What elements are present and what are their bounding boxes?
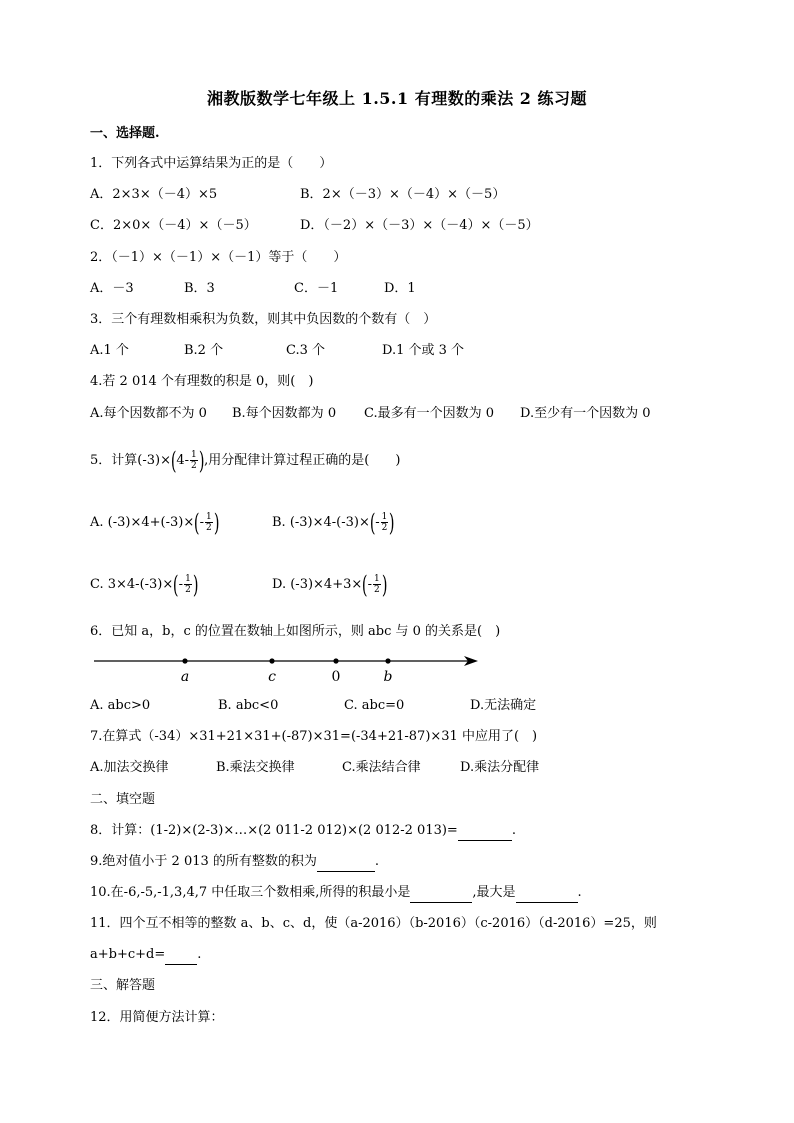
q2-option-c: C．－1: [294, 281, 339, 296]
q9-stem: 9.绝对值小于 2 013 的所有整数的积为 .: [90, 852, 379, 872]
q11-stem: 11．四个互不相等的整数 a、b、c、d，使（a-2016）（b-2016）（c-2016）（d-2016）=25，则: [90, 916, 657, 931]
q1-option-b: B．2×（－3）×（－4）×（－5）: [300, 187, 506, 202]
label-a: a: [180, 669, 190, 685]
section-fill-heading: 二、填空题: [90, 792, 156, 807]
q11-answer-line: a+b+c+d= .: [90, 945, 201, 965]
section-solve-heading: 三、解答题: [90, 978, 156, 993]
q11-answer-blank[interactable]: [165, 950, 197, 965]
q7-option-a: A.加法交换律: [90, 760, 169, 775]
label-c: c: [268, 669, 276, 685]
point-a: [182, 658, 187, 663]
q6-option-a: A. abc>0: [90, 698, 151, 713]
q5-option-d: D. (-3)×4+3×(- $\frac{1}{2}$ ): [272, 570, 388, 599]
q3-stem: 3．三个有理数相乘积为负数，则其中负因数的个数有（ ）: [90, 312, 437, 327]
q1-option-d: D．（－2）×（－3）×（－4）×（－5）: [300, 218, 539, 233]
q8-stem: 8．计算：(1-2)×(2-3)×…×(2 011-2 012)×(2 012-2 013)= .: [90, 821, 516, 841]
q2-option-d: D．1: [384, 281, 416, 296]
q4-option-c: C.最多有一个因数为 0: [364, 406, 495, 421]
q5-stem: [90, 446, 401, 475]
q2-stem: 2．（－1）×（－1）×（－1）等于（ ）: [90, 250, 347, 265]
right-paren: ): [198, 446, 205, 475]
q4-stem: 4.若 2 014 个有理数的积是 0，则( ): [90, 374, 314, 389]
q6-option-c: C. abc=0: [344, 698, 405, 713]
q4-option-a: A.每个因数都不为 0: [90, 406, 207, 421]
q3-option-a: A.1 个: [90, 343, 129, 358]
page-title: 湘教版数学七年级上 1.5.1 有理数的乘法 2 练习题: [207, 89, 587, 108]
fraction-one-half: $\frac{1}{2}$: [191, 450, 197, 471]
fraction-one-half: $\frac{1}{2}$: [206, 512, 212, 533]
label-b: b: [383, 669, 393, 685]
q2-option-a: A．－3: [90, 281, 134, 296]
q7-option-c: C.乘法结合律: [342, 760, 421, 775]
q5-stem-inner: 4-: [176, 453, 190, 468]
q12-stem: 12．用简便方法计算：: [90, 1010, 224, 1025]
q1-option-c: C．2×0×（－4）×（－5）: [90, 218, 257, 233]
q1-stem: 1．下列各式中运算结果为正的是（ ）: [90, 156, 333, 171]
q3-option-b: B.2 个: [184, 343, 224, 358]
label-zero: 0: [331, 669, 341, 685]
q4-option-b: B.每个因数都为 0: [232, 406, 337, 421]
q6-option-b: B. abc<0: [218, 698, 279, 713]
fraction-one-half: $\frac{1}{2}$: [374, 574, 380, 595]
section-choice-heading: 一、选择题.: [90, 126, 160, 141]
q5-option-c: C. 3×4-(-3)×(- $\frac{1}{2}$ ): [90, 570, 199, 599]
q5-stem-expr: (-3)×: [137, 453, 171, 468]
q10-stem: 10.在-6,-5,-1,3,4,7 中任取三个数相乘,所得的积最小是 ,最大是 .: [90, 883, 582, 903]
fraction-one-half: $\frac{1}{2}$: [185, 574, 191, 595]
point-c: [269, 658, 274, 663]
q2-option-b: B．3: [184, 281, 215, 296]
left-paren: (: [170, 446, 177, 475]
q1-option-a: A．2×3×（－4）×5: [90, 187, 218, 202]
point-b: [385, 658, 390, 663]
q5-option-a: A. (-3)×4+(-3)×(- $\frac{1}{2}$ ): [90, 508, 220, 537]
q7-option-b: B.乘法交换律: [216, 760, 295, 775]
q7-option-d: D.乘法分配律: [460, 760, 540, 775]
q5-stem-post: ,用分配律计算过程正确的是( ): [204, 453, 401, 468]
q3-option-c: C.3 个: [286, 343, 326, 358]
q6-option-d: D.无法确定: [470, 698, 537, 713]
q10-max-blank[interactable]: [516, 888, 578, 903]
q5-option-b: B. (-3)×4-(-3)×(- $\frac{1}{2}$ ): [272, 508, 395, 537]
fraction-one-half: $\frac{1}{2}$: [381, 512, 388, 533]
q8-answer-blank[interactable]: [458, 826, 512, 841]
q10-min-blank[interactable]: [410, 888, 472, 903]
q3-option-d: D.1 个或 3 个: [382, 343, 465, 358]
q6-stem: 6．已知 a，b，c 的位置在数轴上如图所示，则 abc 与 0 的关系是( ): [90, 624, 501, 639]
point-zero: [333, 658, 338, 663]
q5-stem-pre: 5．计算: [90, 453, 138, 468]
q9-answer-blank[interactable]: [317, 857, 375, 872]
number-line-figure: [90, 648, 490, 688]
q7-stem: 7.在算式（-34）×31+21×31+(-87)×31=(-34+21-87)×31 中应用了( ): [90, 729, 538, 744]
q4-option-d: D.至少有一个因数为 0: [520, 406, 651, 421]
